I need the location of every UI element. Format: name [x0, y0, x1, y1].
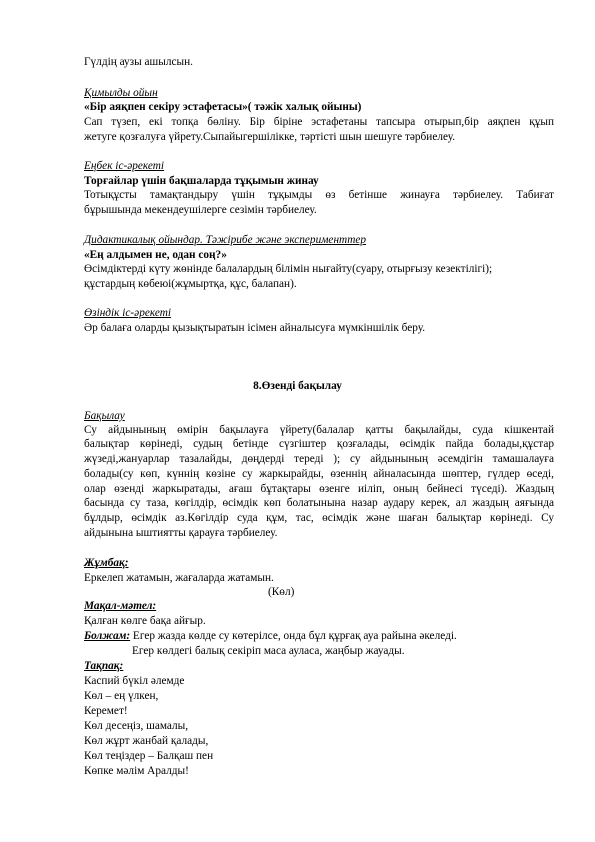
top-line: Гүлдің аузы ашылсын.: [84, 56, 193, 68]
riddle-answer: (Көл): [268, 586, 295, 598]
riddle-heading: Жұмбақ:: [84, 557, 129, 569]
poem-line: Көл – ең үлкен,: [84, 690, 159, 702]
paragraph-line: Әр балаға оларды қызықтыратын ісімен айналысуға мүмкіншілік беру.: [84, 322, 426, 334]
paragraph-line: болады(су көп, күннің көзіне су жаркырайды, өзеннің айналасында шөптер, гүлдер өседі,: [84, 468, 554, 480]
poem-line: Көл десеңіз, шамалы,: [84, 720, 189, 732]
paragraph-line: Сап түзеп, екі топқа бөліну. Бір біріне эстафетаны тапсыра отырып,бір аяқпен құып: [84, 116, 554, 128]
riddle-text: Еркелеп жатамын, жағаларда жатамын.: [84, 572, 274, 584]
poem-line: Көл жұрт жанбай қалады,: [84, 735, 209, 747]
omen-line-2: Егер көлдегі балық секіріп маса ауласа, жаңбыр жауады.: [132, 645, 405, 657]
paragraph-line: айдынына ыштиятты қарауға тәрбиелеу.: [84, 527, 278, 539]
section-heading-independent: Өзіндік іс-әрекеті: [84, 307, 172, 319]
game-title: «Бір аяқпен секіру эстафетасы»( тәжік халық ойыны): [84, 101, 362, 113]
poem-line: Көпке мәлім Аралды!: [84, 765, 189, 777]
paragraph-line: басында су таза, көгілдір, өсімдік көп болатынына назар аудару керек, ал жаздың аяғында: [84, 497, 554, 509]
paragraph-line: бұрышында мекендеушілерге сезімін тәрбиелеу.: [84, 204, 317, 216]
poem-line: Каспий бүкіл әлемде: [84, 675, 185, 687]
didactic-title: «Ең алдымен не, одан соң?»: [84, 249, 227, 261]
paragraph-line: Су айдынының өмірін бақылауға үйрету(балалар қатты бақылайды, суда кішкентай: [84, 424, 554, 436]
section-title-observation: 8.Өзенді бақылау: [253, 380, 342, 392]
proverb-heading: Мақал-мәтел:: [84, 600, 157, 612]
paragraph-line: жүзеді,жануарлар тазалайды, дөңдерді тереді ); су айдынының әсемдігін тамашалауға: [84, 453, 554, 465]
section-heading-outdoor-game: Қимылды ойын: [84, 87, 158, 99]
paragraph-line: олар өзенді жаркыратады, ағаш бұтақтары өзенге иіліп, оның бейнесі түседі). Жаздың: [84, 483, 554, 495]
section-heading-didactic: Дидактикалық ойындар. Тәжірибе және эксперименттер: [84, 234, 367, 246]
section-heading-observation: Бақылау: [84, 410, 125, 422]
paragraph-line: бұлдыр, өсімдік аз.Көгілдір суда құм, тас, өсімдік және шаған балықтар көрінеді. Су: [84, 512, 554, 524]
paragraph-line: құстардың көбеюі(жұмыртқа, құс, балапан).: [84, 278, 297, 290]
paragraph-line: жетуге қозғалуға үйрету.Сыпайыгершілікке, тәртісті шын шешуге тәрбиелеу.: [84, 131, 456, 143]
paragraph-line: Өсімдіктерді күту жөнінде балалардың білімін нығайту(суару, отырғызу кезектілігі);: [84, 263, 493, 275]
poem-line: Керемет!: [84, 705, 128, 717]
poem-heading: Тақпақ:: [84, 660, 124, 672]
poem-line: Көл теңіздер – Балқаш пен: [84, 750, 214, 762]
labor-title: Торғайлар үшін бақшаларда тұқымын жинау: [84, 175, 319, 187]
paragraph-line: Тотықұсты тамақтандыру үшін тұқымды өз бетінше жинауға тәрбиелеу. Табиғат: [84, 189, 554, 201]
omen-text: Егер жазда көлде су көтерілсе, онда бұл құрғақ ауа райына әкеледі.: [130, 630, 457, 642]
omen-heading: Болжам:: [84, 630, 131, 642]
section-heading-labor: Еңбек іс-әрекеті: [84, 160, 165, 172]
omen-line: [84, 630, 554, 643]
proverb-text: Қалған көлге бақа айғыр.: [84, 615, 206, 627]
paragraph-line: балықтар көрінеді, судың бетінде сүзгіштер қозғалады, өсімдік пайда болады,құстар: [84, 438, 554, 450]
